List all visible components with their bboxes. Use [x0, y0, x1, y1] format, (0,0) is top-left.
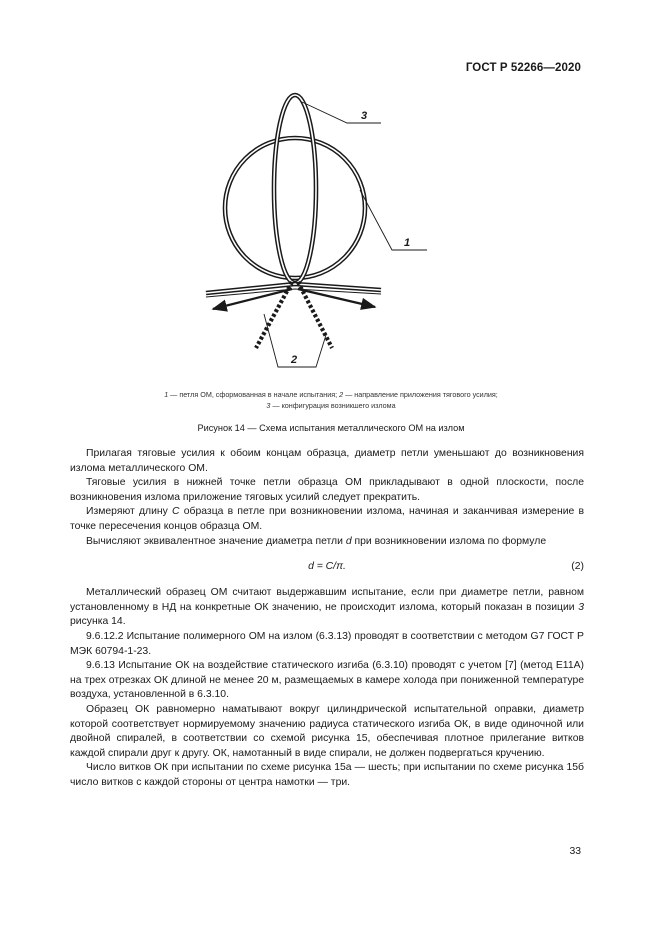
p3-part-b: образца в петле при возникновении излома, начиная и заканчивая измерение в точке пересечения концов образца ОМ. [70, 506, 585, 532]
legend-num-3: 3 [266, 401, 271, 410]
legend-text-3: — конфигурация возникшего излома [270, 401, 396, 410]
leader-lines [264, 102, 427, 367]
formula: d = C/π. [308, 561, 346, 573]
om-loop [225, 138, 365, 278]
formula-number: (2) [571, 561, 584, 573]
p4-part-a: Вычисляют эквивалентное значение диаметра петли [86, 535, 346, 547]
paragraph-5 [70, 586, 584, 630]
kink-configuration [274, 95, 316, 283]
p5-part-a: Металлический образец ОМ считают выдержавшим испытание, если при диаметре петли, равном установленному в НД на конкретные ОК значению, не происходит излома, который показан в позиции [70, 587, 584, 613]
legend-text-1: — петля ОМ, сформованная в начале испытания; [168, 390, 340, 399]
figure-legend [70, 389, 592, 411]
position-ref: 3 [578, 601, 584, 613]
paragraph-1: Прилагая тяговые усилия к обоим концам образца, диаметр петли уменьшают до возникновения излома металлического ОМ. [70, 448, 584, 474]
callout-3: 3 [361, 110, 368, 122]
p5-part-b: рисунка 14. [70, 616, 126, 628]
paragraph-2: Тяговые усилия в нижней точке петли образца ОМ прикладывают в одной плоскости, после возникновения излома приложение тяговых усилий следует прекратить. [70, 477, 584, 503]
p4-part-b: при возникновении излома по формуле [351, 535, 547, 547]
paragraph-8: Образец ОК равномерно наматывают вокруг цилиндрической испытательной оправки, диаметр которой соответствует нормируемому значению радиуса статического изгиба ОК, в виде одиночной или двойной спиралей, в соответствии со схемой рисунка 15, обеспечивая плотное прилегание витков каждой спирали друг к другу. ОК, намотанный в виде спирали, не должен подвергаться кручению. [70, 703, 584, 759]
callout-1: 1 [404, 237, 411, 249]
legend-line-2 [70, 400, 592, 411]
legend-num-2: 2 [339, 390, 344, 399]
paragraph-4 [70, 535, 584, 550]
paragraph-6: 9.6.12.2 Испытание полимерного ОМ на излом (6.3.13) проводят в соответствии с методом G7 ГОСТ Р МЭК 60794-1-23. [70, 630, 584, 657]
kink-test-scheme [195, 88, 465, 388]
legend-line-1 [70, 389, 592, 400]
paragraph-3 [70, 505, 584, 534]
paragraph-9: Число витков ОК при испытании по схеме рисунка 15а — шесть; при испытании по схеме рисунка 15б число витков с каждой стороны от центра намотки — три. [70, 762, 584, 788]
var-d: d [345, 535, 352, 547]
legend-num-1: 1 [164, 390, 169, 399]
formula-block [70, 560, 584, 576]
figure-caption: Рисунок 14 — Схема испытания металлического ОМ на излом [197, 423, 465, 433]
document-header: ГОСТ Р 52266—2020 [465, 62, 581, 74]
figure-14-diagram [195, 88, 465, 388]
var-c: С [172, 506, 180, 518]
callout-2: 2 [291, 354, 298, 366]
legend-text-2: — направление приложения тягового усилия; [343, 390, 498, 399]
paragraph-7: 9.6.13 Испытание ОК на воздействие статического изгиба (6.3.10) проводят с учетом [7] (метод E11A) на трех отрезках ОК длиной не менее 20 м, размещаемых в камере холода при пониженной температуре воздуха, установленной в 6.3.10. [70, 660, 584, 701]
om-ends [206, 284, 381, 297]
p3-part-a: Измеряют длину [86, 506, 173, 518]
page-number: 33 [569, 846, 581, 857]
body-text [70, 447, 584, 790]
